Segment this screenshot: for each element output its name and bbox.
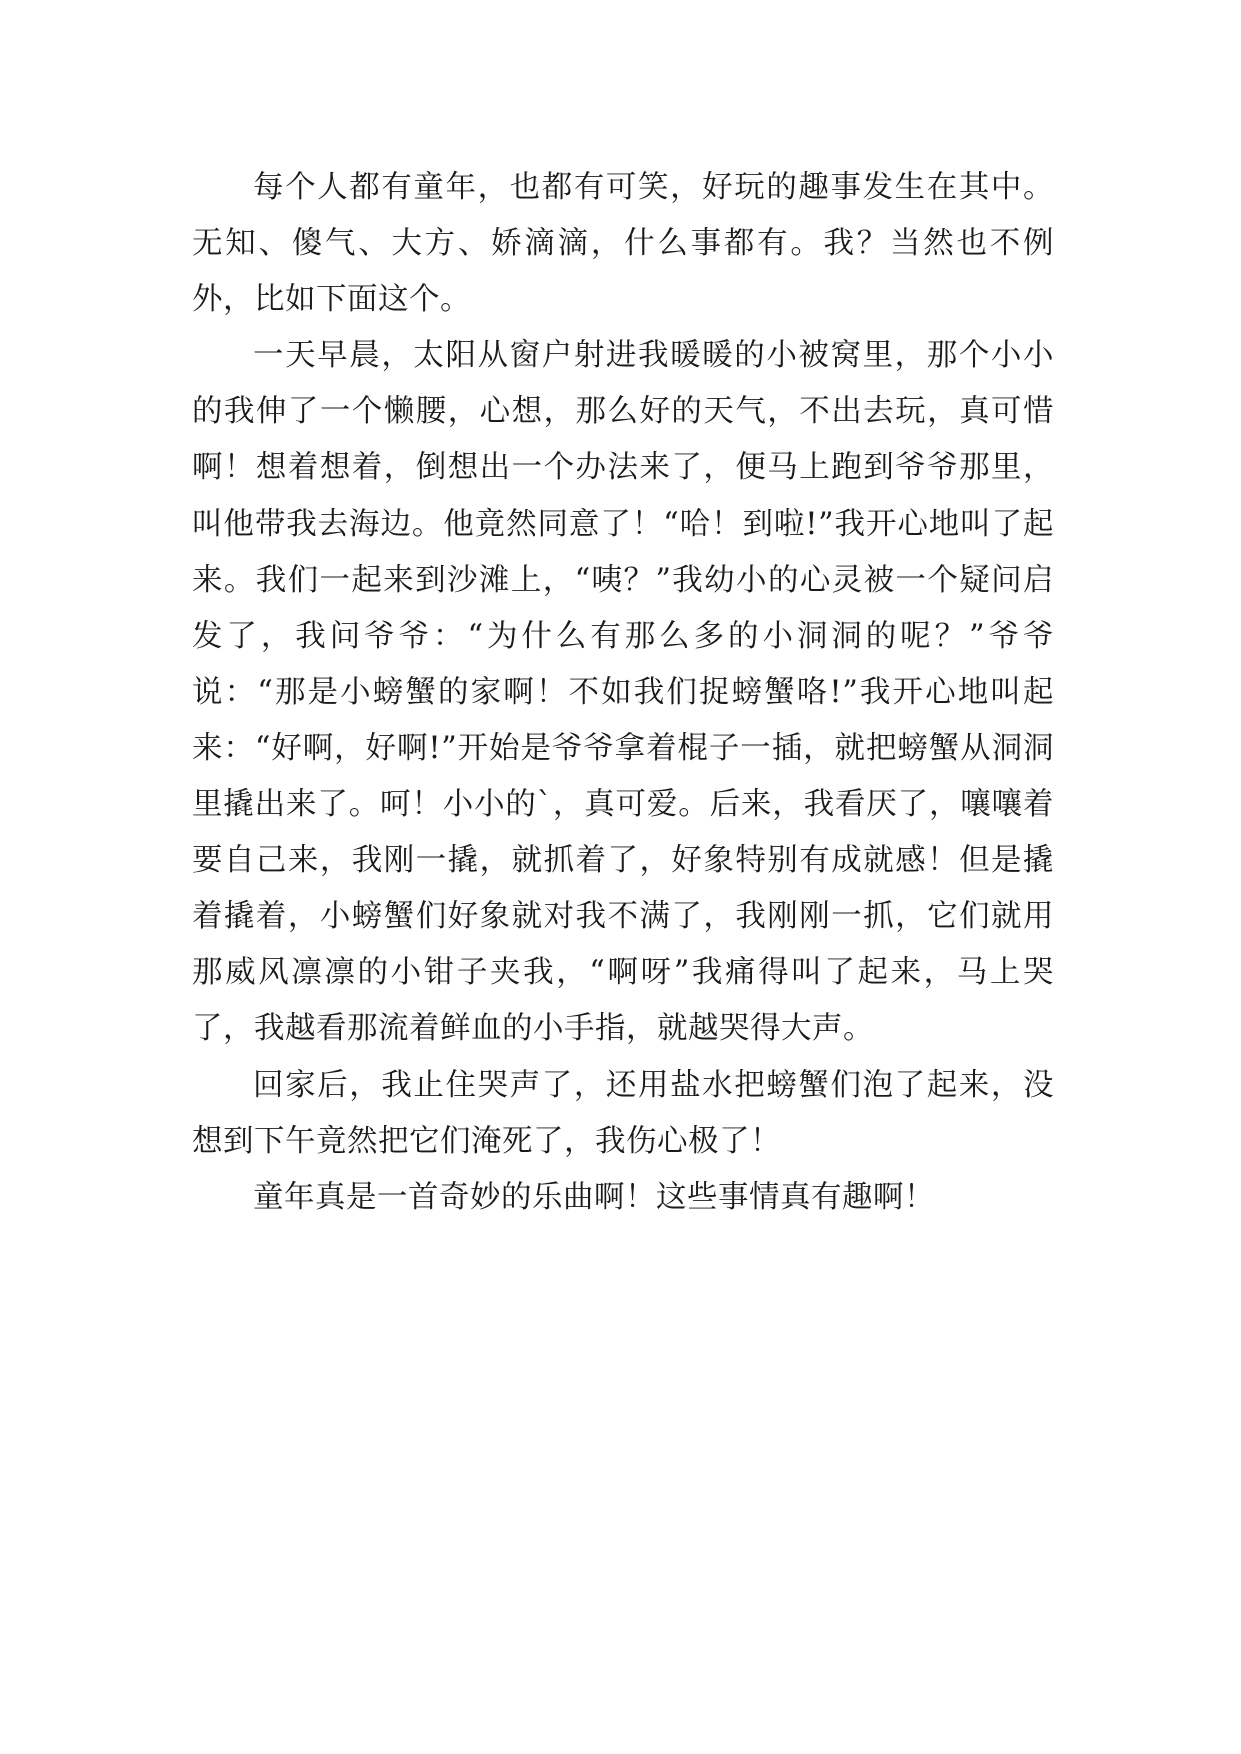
document-body: [192, 160, 1054, 1226]
paragraph-2: 一天早晨，太阳从窗户射进我暖暖的小被窝里，那个小小的我伸了一个懒腰，心想，那么好的天气，不出去玩，真可惜啊！想着想着，倒想出一个办法来了，便马上跑到爷爷那里，叫他带我去海边。他竟然同意了！“哈！到啦!”我开心地叫了起来。我们一起来到沙滩上，“咦？”我幼小的心灵被一个疑问启发了，我问爷爷：“为什么有那么多的小洞洞的呢？”爷爷说：“那是小螃蟹的家啊！不如我们捉螃蟹咯!”我开心地叫起来：“好啊，好啊!”开始是爷爷拿着棍子一插，就把螃蟹从洞洞里撬出来了。呵！小小的`，真可爱。后来，我看厌了，嚷嚷着要自己来，我刚一撬，就抓着了，好象特别有成就感！但是撬着撬着，小螃蟹们好象就对我不满了，我刚刚一抓，它们就用那威风凛凛的小钳子夹我，“啊呀”我痛得叫了起来，马上哭了，我越看那流着鲜血的小手指，就越哭得大声。: [192, 338, 1054, 1047]
paragraph-3: 回家后，我止住哭声了，还用盐水把螃蟹们泡了起来，没想到下午竟然把它们淹死了，我伤心极了！: [192, 1067, 1054, 1159]
paragraph-1: 每个人都有童年，也都有可笑，好玩的趣事发生在其中。无知、傻气、大方、娇滴滴，什么事都有。我？当然也不例外，比如下面这个。: [192, 170, 1054, 318]
paragraph-4: 童年真是一首奇妙的乐曲啊！这些事情真有趣啊！: [253, 1179, 935, 1215]
